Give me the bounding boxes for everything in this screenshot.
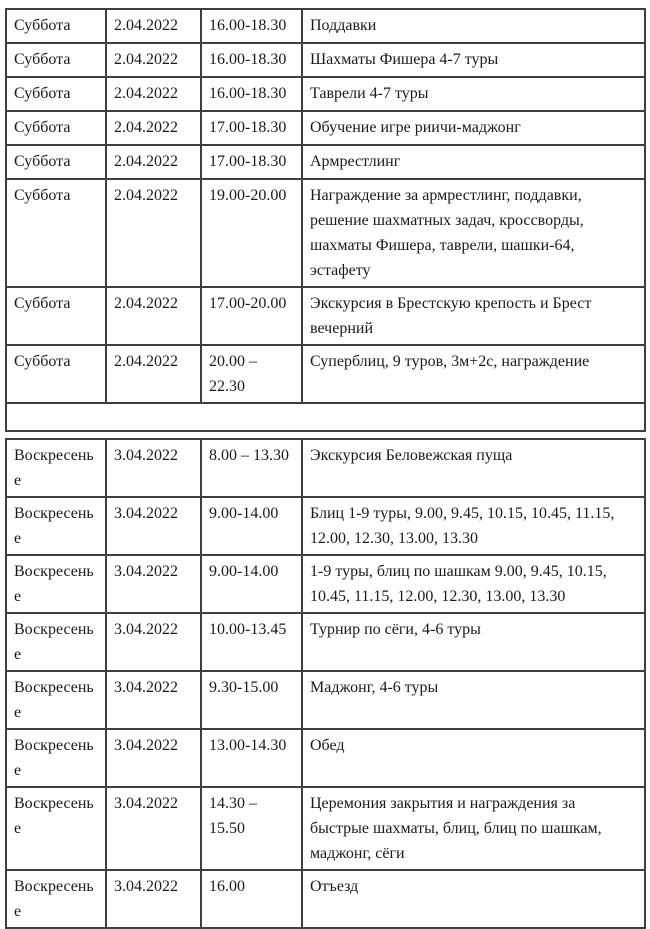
table-row	[6, 671, 645, 729]
date-cell: 3.04.2022	[106, 439, 201, 497]
time-cell: 17.00-18.30	[201, 145, 302, 179]
table-row	[6, 287, 645, 345]
time-cell: 16.00	[201, 870, 302, 928]
date-cell: 2.04.2022	[106, 287, 201, 345]
day-cell: Суббота	[6, 179, 106, 287]
date-cell: 2.04.2022	[106, 345, 201, 403]
day-cell: Воскресенье	[6, 671, 106, 729]
date-cell: 2.04.2022	[106, 43, 201, 77]
day-cell: Суббота	[6, 145, 106, 179]
table-row	[6, 870, 645, 928]
table-row	[6, 613, 645, 671]
date-cell: 3.04.2022	[106, 613, 201, 671]
event-cell: Отъезд	[302, 870, 645, 928]
date-cell: 2.04.2022	[106, 179, 201, 287]
event-cell: Блиц 1-9 туры, 9.00, 9.45, 10.15, 10.45, 11.15, 12.00, 12.30, 13.00, 13.30	[302, 497, 645, 555]
time-cell: 17.00-18.30	[201, 111, 302, 145]
date-cell: 3.04.2022	[106, 787, 201, 870]
day-cell: Суббота	[6, 43, 106, 77]
event-cell: Экскурсия в Брестскую крепость и Брест вечерний	[302, 287, 645, 345]
time-cell: 16.00-18.30	[201, 9, 302, 43]
time-cell: 16.00-18.30	[201, 43, 302, 77]
event-cell: Армрестлинг	[302, 145, 645, 179]
day-cell: Суббота	[6, 9, 106, 43]
time-cell: 19.00-20.00	[201, 179, 302, 287]
event-cell: Таврели 4-7 туры	[302, 77, 645, 111]
table-row	[6, 787, 645, 870]
event-cell: Обед	[302, 729, 645, 787]
date-cell: 3.04.2022	[106, 497, 201, 555]
table-row	[6, 111, 645, 145]
schedule-table-saturday	[5, 8, 646, 432]
time-cell: 9.00-14.00	[201, 497, 302, 555]
event-cell: Церемония закрытия и награждения за быстрые шахматы, блиц, блиц по шашкам, маджонг, сёги	[302, 787, 645, 870]
day-cell: Суббота	[6, 345, 106, 403]
schedule-table-sunday	[5, 438, 646, 929]
table-row	[6, 729, 645, 787]
event-cell: Турнир по сёги, 4-6 туры	[302, 613, 645, 671]
day-cell: Воскресенье	[6, 729, 106, 787]
day-cell: Суббота	[6, 111, 106, 145]
event-cell: Поддавки	[302, 9, 645, 43]
table-row	[6, 497, 645, 555]
day-cell: Воскресенье	[6, 497, 106, 555]
date-cell: 3.04.2022	[106, 870, 201, 928]
time-cell: 10.00-13.45	[201, 613, 302, 671]
time-cell: 16.00-18.30	[201, 77, 302, 111]
time-cell: 8.00 – 13.30	[201, 439, 302, 497]
day-cell: Воскресенье	[6, 613, 106, 671]
table-row	[6, 345, 645, 403]
document-page	[0, 8, 650, 920]
date-cell: 2.04.2022	[106, 111, 201, 145]
spacer-row	[6, 403, 645, 431]
date-cell: 3.04.2022	[106, 671, 201, 729]
table-row	[6, 77, 645, 111]
table-row	[6, 9, 645, 43]
date-cell: 3.04.2022	[106, 555, 201, 613]
event-cell: Обучение игре риичи-маджонг	[302, 111, 645, 145]
event-cell: Суперблиц, 9 туров, 3м+2с, награждение	[302, 345, 645, 403]
spacer-cell	[6, 403, 645, 431]
date-cell: 2.04.2022	[106, 77, 201, 111]
time-cell: 20.00 – 22.30	[201, 345, 302, 403]
time-cell: 14.30 – 15.50	[201, 787, 302, 870]
event-cell: Экскурсия Беловежская пуща	[302, 439, 645, 497]
day-cell: Воскресенье	[6, 787, 106, 870]
event-cell: 1-9 туры, блиц по шашкам 9.00, 9.45, 10.15, 10.45, 11.15, 12.00, 12.30, 13.00, 13.30	[302, 555, 645, 613]
time-cell: 9.30-15.00	[201, 671, 302, 729]
day-cell: Воскресенье	[6, 870, 106, 928]
day-cell: Воскресенье	[6, 439, 106, 497]
event-cell: Шахматы Фишера 4-7 туры	[302, 43, 645, 77]
table-row	[6, 555, 645, 613]
date-cell: 2.04.2022	[106, 145, 201, 179]
day-cell: Воскресенье	[6, 555, 106, 613]
time-cell: 13.00-14.30	[201, 729, 302, 787]
time-cell: 9.00-14.00	[201, 555, 302, 613]
table-row	[6, 439, 645, 497]
table-row	[6, 179, 645, 287]
day-cell: Суббота	[6, 287, 106, 345]
table-row	[6, 145, 645, 179]
date-cell: 2.04.2022	[106, 9, 201, 43]
event-cell: Награждение за армрестлинг, поддавки, решение шахматных задач, кроссворды, шахматы Фишера, таврели, шашки-64, эстафету	[302, 179, 645, 287]
date-cell: 3.04.2022	[106, 729, 201, 787]
table-row	[6, 43, 645, 77]
time-cell: 17.00-20.00	[201, 287, 302, 345]
day-cell: Суббота	[6, 77, 106, 111]
event-cell: Маджонг, 4-6 туры	[302, 671, 645, 729]
